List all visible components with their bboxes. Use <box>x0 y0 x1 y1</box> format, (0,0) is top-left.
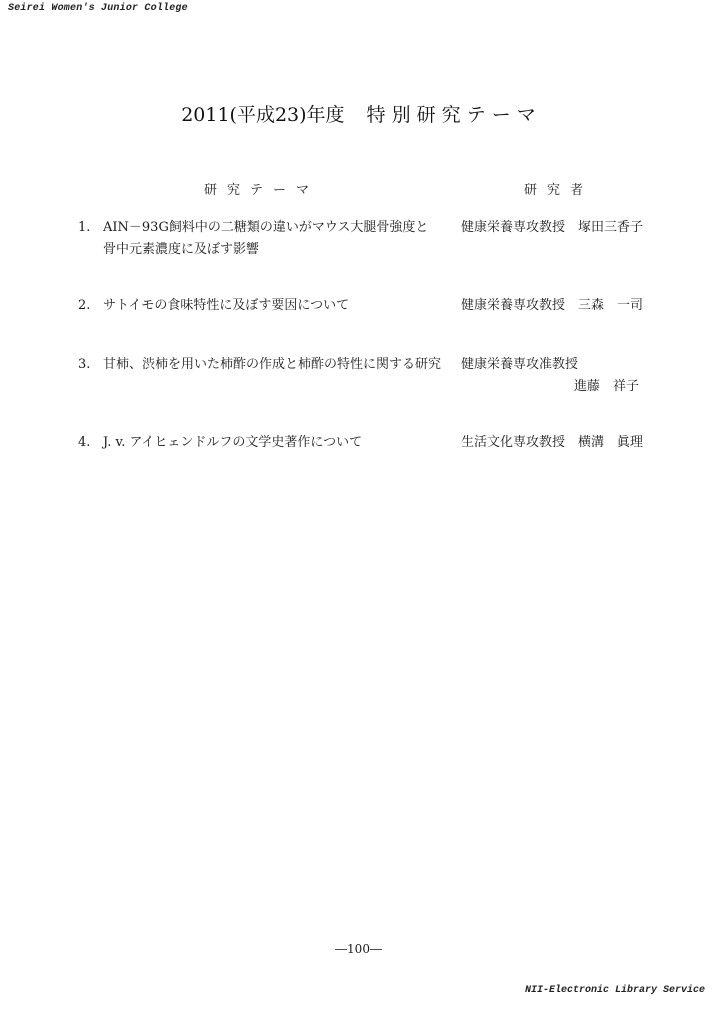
entry-researcher-line: 健康栄養専攻教授 塚田三香子 <box>461 220 644 235</box>
title-subject: 特 別 研 究 テ ー マ <box>366 104 536 126</box>
column-header-researcher: 研究者 <box>524 183 594 198</box>
column-header-theme: 研究テーマ <box>204 183 320 198</box>
entry-theme <box>103 432 443 454</box>
entry-researcher-name: 進藤 祥子 <box>573 379 639 394</box>
entry-number: 3. <box>78 357 91 372</box>
entry-number: 1. <box>78 220 91 235</box>
entry-theme-line: サトイモの食味特性に及ぼす要因について <box>103 298 350 313</box>
entry-theme <box>103 354 443 376</box>
footer-source-label: NII-Electronic Library Service <box>524 985 705 996</box>
entry-theme <box>103 295 443 317</box>
entry-researcher-line: 生活文化専攻教授 横溝 眞理 <box>461 435 644 450</box>
entry-theme-line: 甘柿、渋柿を用いた柿酢の作成と柿酢の特性に関する研究 <box>103 357 442 372</box>
page-number: ―100― <box>335 942 382 956</box>
entry-number: 2. <box>78 298 91 313</box>
entry-researcher <box>461 432 643 454</box>
entry-theme-line: 骨中元素濃度に及ぼす影響 <box>103 242 260 257</box>
entry-theme <box>103 217 443 261</box>
page-title <box>0 100 717 127</box>
entry-theme-line: AIN－93G飼料中の二糖類の違いがマウス大腿骨強度と <box>103 220 429 235</box>
entry-theme-line: J. v. アイヒェンドルフの文学史著作について <box>103 435 363 450</box>
entry-researcher <box>461 354 639 398</box>
entry-researcher <box>461 217 643 239</box>
entry-researcher-line: 健康栄養専攻教授 三森 一司 <box>461 298 644 313</box>
title-year: 2011(平成23)年度 <box>181 104 345 126</box>
header-source-label: Seirei Women's Junior College <box>8 3 188 14</box>
entry-number: 4. <box>78 435 91 450</box>
entry-researcher <box>461 295 643 317</box>
entry-researcher-line: 健康栄養専攻准教授 <box>461 357 579 372</box>
